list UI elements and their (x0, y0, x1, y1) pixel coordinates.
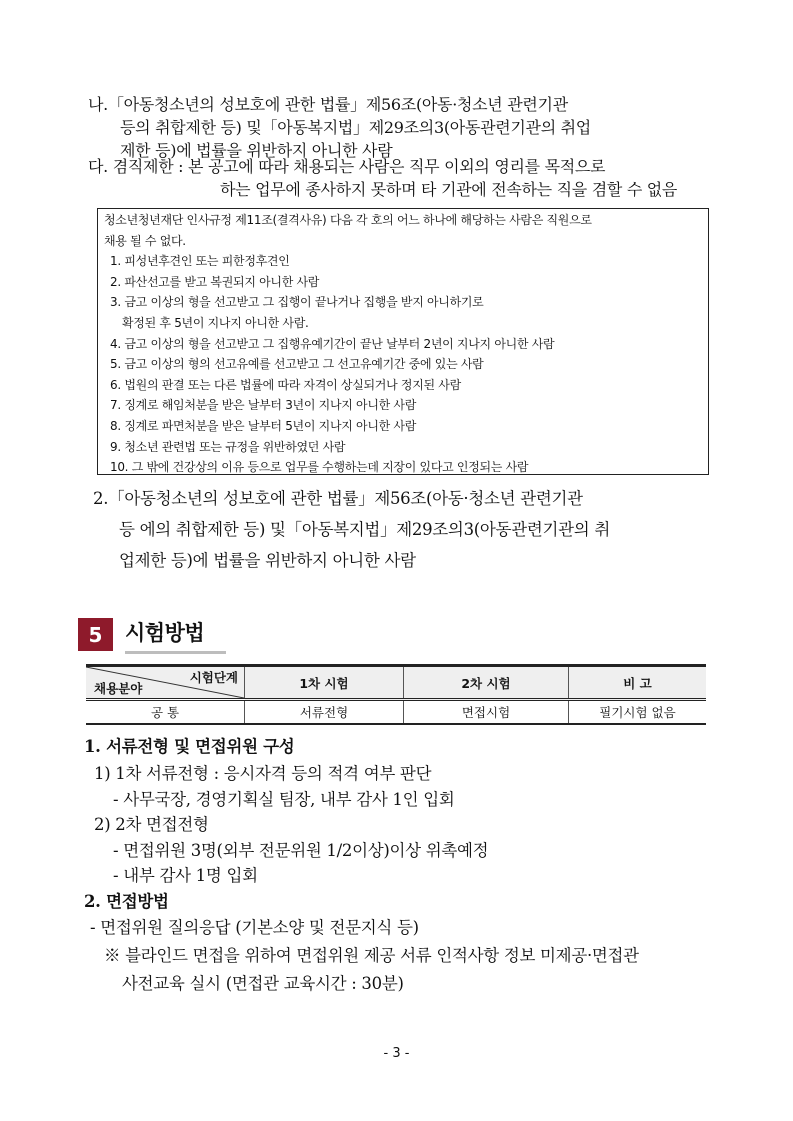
subsection-item: 1) 1차 서류전형 : 응시자격 등의 적격 여부 판단 (94, 764, 432, 783)
subsection-item: - 면접위원 질의응답 (기본소양 및 전문지식 등) (90, 918, 419, 937)
paragraph-line: 하는 업무에 종사하지 못하며 타 기관에 전속하는 직을 겸할 수 없음 (220, 180, 678, 199)
paragraph-line: 등 에의 취합제한 등) 및「아동복지법」제29조의3(아동관련기관의 취 (119, 520, 610, 539)
header-stage-label: 시험단계 (189, 670, 238, 685)
table-header: 2차 시험 (404, 666, 569, 700)
list-item: 3. 금고 이상의 형을 선고받고 그 집행이 끝나거나 집행을 받지 아니하기로 (110, 295, 484, 310)
subsection-detail: - 면접위원 3명(외부 전문위원 1/2이상)이상 위촉예정 (113, 841, 489, 860)
section-underline (125, 651, 226, 654)
paragraph-item-2 (93, 483, 733, 576)
list-item: 확정된 후 5년이 지나지 아니한 사람. (122, 315, 309, 330)
paragraph-da (88, 155, 728, 201)
list-item: 7. 징계로 해임처분을 받은 날부터 3년이 지나지 아니한 사람 (110, 398, 417, 413)
page-number: - 3 - (383, 1046, 410, 1061)
section-number-badge: 5 (78, 618, 113, 651)
paragraph-line: 등의 취합제한 등) 및「아동복지법」제29조의3(아동관련기관의 취업 (120, 118, 591, 137)
list-item: 6. 법원의 판결 또는 다른 법률에 따라 자격이 상실되거나 정지된 사람 (110, 377, 461, 392)
table-cell: 서류전형 (245, 700, 404, 725)
paragraph-line: 나.「아동청소년의 성보호에 관한 법률」제56조(아동·청소년 관련기관 (88, 95, 568, 114)
table-header-row (86, 666, 706, 700)
table-cell: 면접시험 (404, 700, 569, 725)
box-intro: 채용 될 수 없다. (104, 233, 186, 248)
section-title: 시험방법 (125, 621, 205, 645)
exam-stage-table (86, 664, 706, 725)
list-item: 1. 피성년후견인 또는 피한정후견인 (110, 254, 290, 269)
table-cell: 필기시험 없음 (569, 700, 707, 725)
paragraph-line: 2.「아동청소년의 성보호에 관한 법률」제56조(아동·청소년 관련기관 (93, 489, 583, 508)
paragraph-line: 다. 겸직제한 : 본 공고에 따라 채용되는 사람은 직무 이외의 영리를 목적으로 (88, 157, 606, 176)
list-item: 9. 청소년 관련법 또는 규정을 위반하였던 사람 (110, 439, 346, 454)
table-header: 1차 시험 (245, 666, 404, 700)
subsection-heading: 1. 서류전형 및 면접위원 구성 (84, 737, 295, 756)
list-item: 10. 그 밖에 건강상의 이유 등으로 업무를 수행하는데 지장이 있다고 인정되는 사람 (110, 460, 529, 475)
note-text: ※ 블라인드 면접을 위하여 면접위원 제공 서류 인적사항 정보 미제공·면접관 (104, 946, 639, 965)
subsection-heading: 2. 면접방법 (84, 892, 169, 911)
table-row (86, 700, 706, 725)
list-item: 8. 징계로 파면처분을 받은 날부터 5년이 지나지 아니한 사람 (110, 418, 417, 433)
subsection-item: 2) 2차 면접전형 (94, 815, 209, 834)
list-item: 4. 금고 이상의 형을 선고받고 그 집행유예기간이 끝난 날부터 2년이 지나지 아니한 사람 (110, 336, 555, 351)
list-item: 2. 파산선고를 받고 복권되지 아니한 사람 (110, 274, 320, 289)
paragraph-line: 업제한 등)에 법률을 위반하지 아니한 사람 (119, 551, 416, 570)
subsection-detail: - 내부 감사 1명 입회 (113, 866, 258, 885)
list-item: 5. 금고 이상의 형의 선고유예를 선고받고 그 선고유예기간 중에 있는 사람 (110, 357, 484, 372)
box-intro: 청소년청년재단 인사규정 제11조(결격사유) 다음 각 호의 어느 하나에 해당하는 사람은 직원으로 (104, 213, 592, 227)
header-field-label: 채용분야 (94, 681, 143, 696)
paragraph-line: 제한 등)에 법률을 위반하지 아니한 사람 (120, 141, 393, 160)
disqualification-box (97, 208, 709, 475)
table-header: 비 고 (569, 666, 707, 700)
table-cell: 공 통 (86, 700, 245, 725)
paragraph-na (88, 93, 728, 162)
diagonal-header-cell (86, 666, 245, 700)
subsection-detail: - 사무국장, 경영기획실 팀장, 내부 감사 1인 입회 (113, 790, 455, 809)
note-text: 사전교육 실시 (면접관 교육시간 : 30분) (122, 974, 404, 993)
